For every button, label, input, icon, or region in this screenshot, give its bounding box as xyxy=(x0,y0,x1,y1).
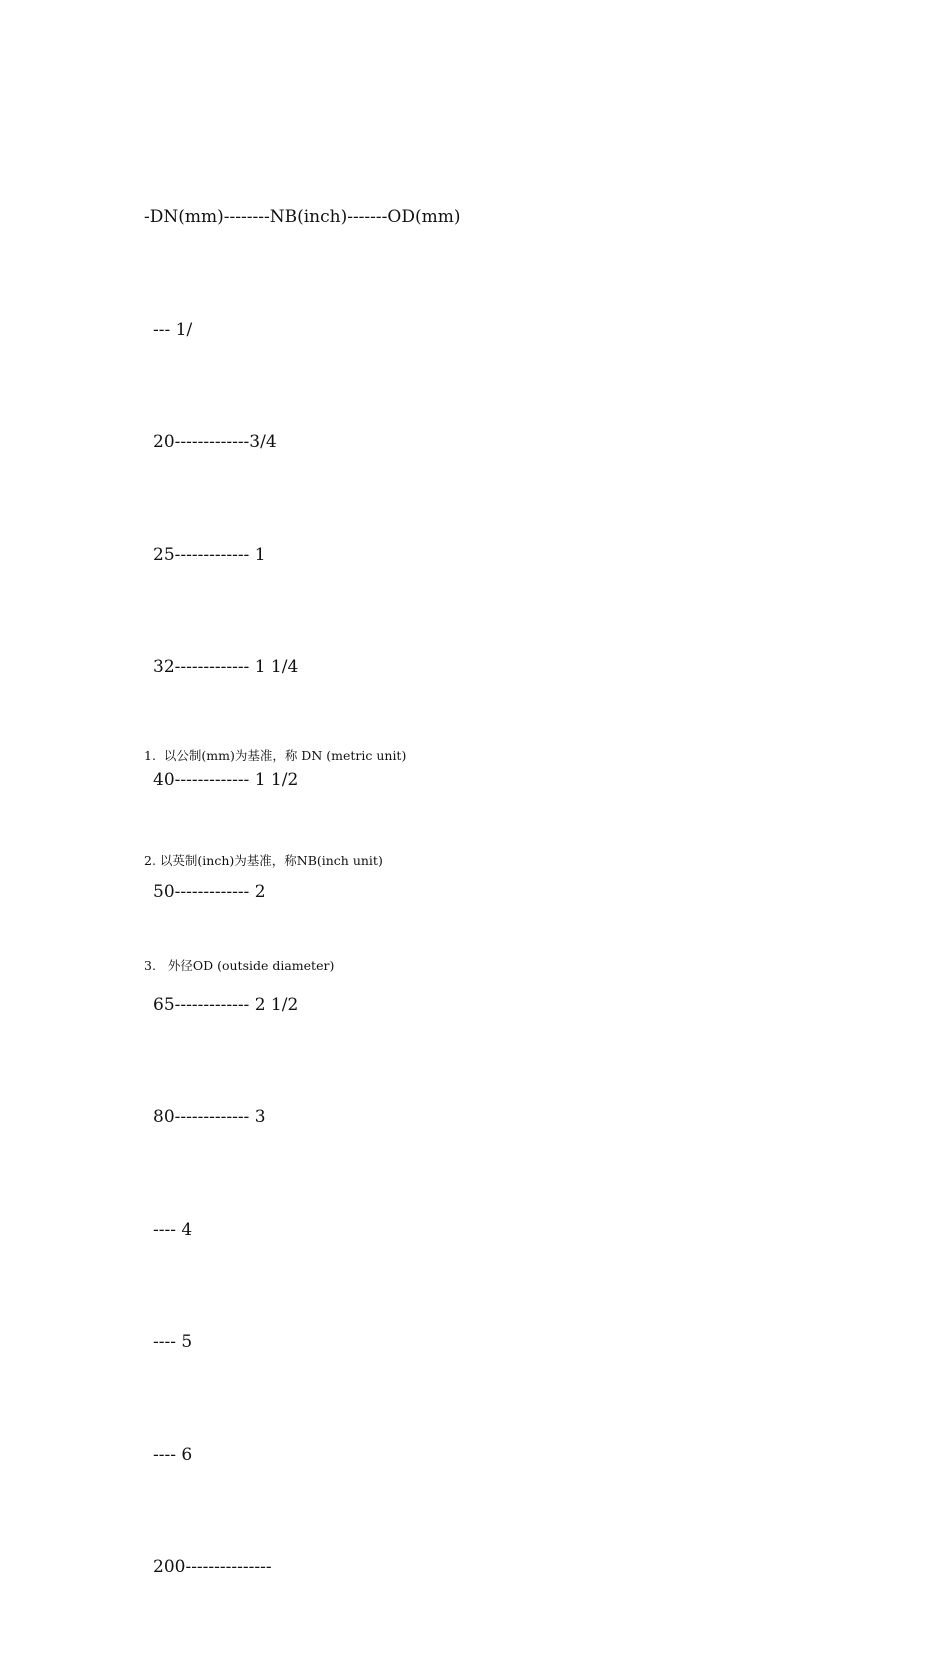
table-row: ---- 6 xyxy=(153,1444,193,1465)
table-row: 65------------- 2 1/2 xyxy=(153,994,299,1015)
table-row: 25------------- 1 xyxy=(153,544,266,565)
note-item: 3. 外径OD (outside diameter) xyxy=(144,958,335,973)
notes-list xyxy=(144,668,406,1053)
table-header: -DN(mm)--------NB(inch)-------OD(mm) xyxy=(144,207,461,227)
note-item: 1. 以公制(mm)为基准，称 DN (metric unit) xyxy=(144,748,407,763)
table-row: ---- 5 xyxy=(153,1332,193,1352)
table-row: 80------------- 3 xyxy=(153,1107,266,1127)
table-row: 20-------------3/4 xyxy=(153,432,277,452)
table-row: 40------------- 1 1/2 xyxy=(153,769,299,790)
table-row: 50------------- 2 xyxy=(153,882,266,902)
table-row: ---- 4 xyxy=(153,1219,193,1240)
table-row: --- 1/ xyxy=(153,319,193,340)
table-row: 200--------------- xyxy=(153,1557,272,1577)
note-item: 2. 以英制(inch)为基准，称NB(inch unit) xyxy=(144,853,383,868)
table-row: 32------------- 1 1/4 xyxy=(153,657,299,677)
